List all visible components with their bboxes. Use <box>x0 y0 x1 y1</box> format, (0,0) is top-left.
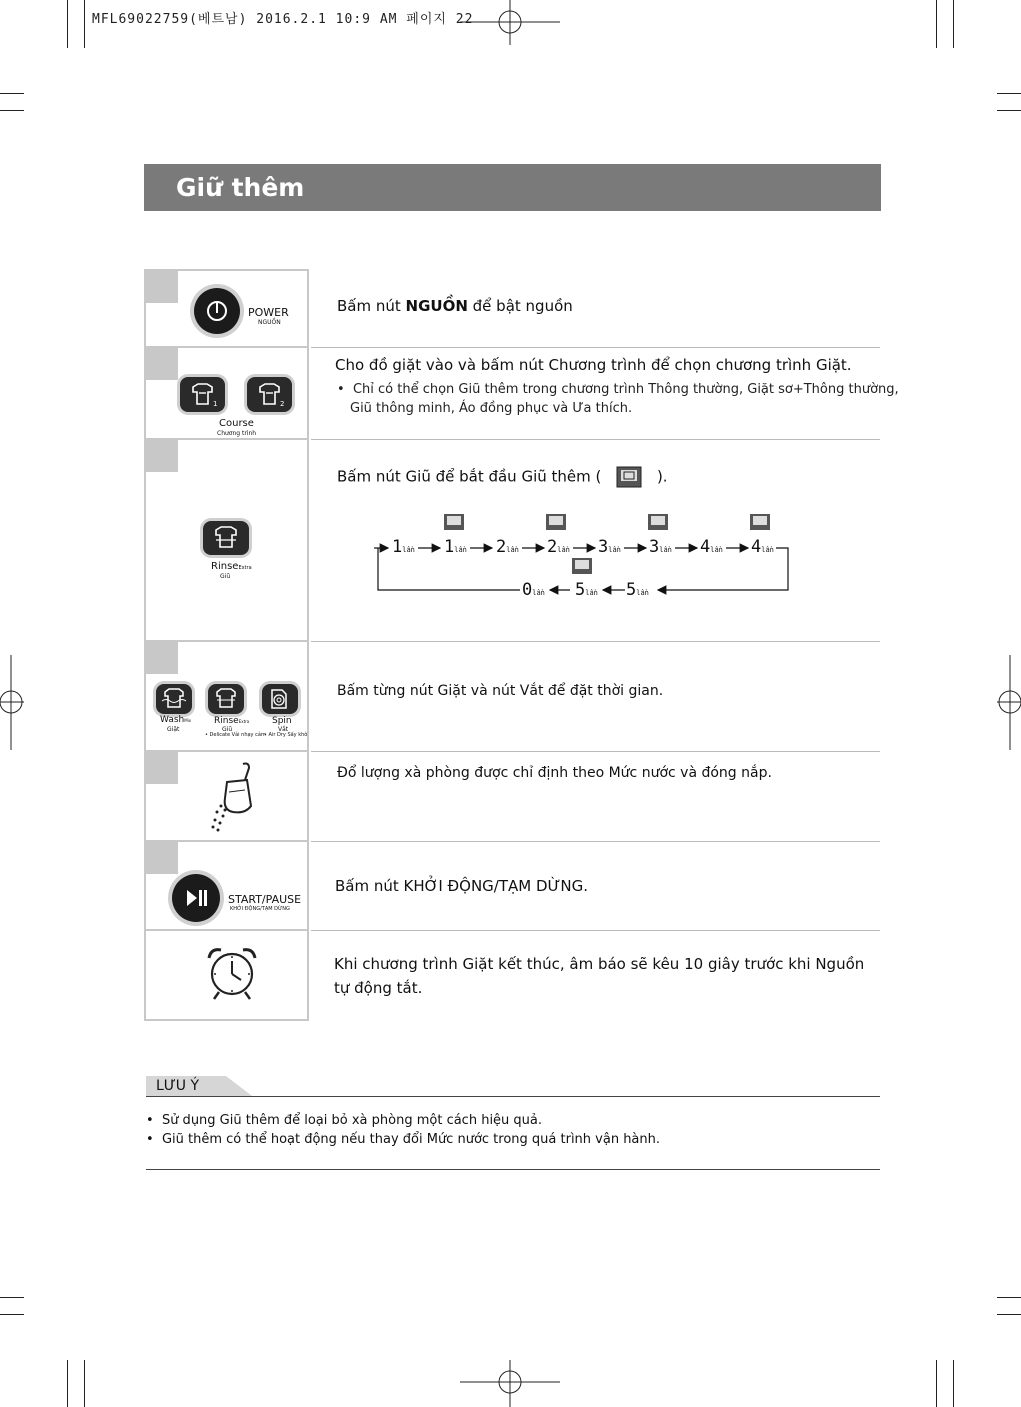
rinse-button-set <box>208 684 244 714</box>
shirt-icon <box>247 377 292 412</box>
step-tab <box>146 440 178 472</box>
crop-mark <box>0 93 24 94</box>
wash-shirt-icon <box>156 684 192 714</box>
rinse-set-sublabel: Giũ <box>222 726 233 733</box>
crop-mark <box>997 93 1021 94</box>
crop-mark <box>84 1360 85 1407</box>
row-divider <box>146 929 309 931</box>
spin-label: Spin <box>272 716 292 726</box>
sequence-value: 2lần <box>496 537 519 557</box>
registration-mark-right <box>997 655 1021 750</box>
alarm-clock-icon <box>203 942 261 1002</box>
power-sublabel: NGUỒN <box>258 319 281 326</box>
detergent-scoop-icon <box>205 760 260 835</box>
rinse-shirt-icon <box>203 521 249 555</box>
section-title-bar <box>144 164 881 211</box>
step-tab <box>146 642 178 674</box>
sequence-value: 5lần <box>626 580 649 600</box>
step-set-text: Bấm từng nút Giặt và nút Vắt để đặt thời gian. <box>337 683 664 699</box>
row-divider <box>146 640 309 642</box>
course-sublabel: Chương trình <box>217 430 257 437</box>
crop-mark <box>997 1297 1021 1298</box>
power-button <box>194 288 240 334</box>
note-top-rule <box>146 1096 880 1097</box>
power-label: POWER <box>248 306 289 319</box>
print-header: MFL69022759(베트남) 2016.2.1 10:9 AM 페이지 22 <box>92 12 474 27</box>
power-icon <box>194 288 240 334</box>
step-tab <box>146 271 178 303</box>
crop-mark <box>67 0 68 48</box>
note-title: LƯU Ý <box>156 1078 200 1094</box>
svg-text:1: 1 <box>213 400 218 408</box>
row-divider <box>311 641 880 642</box>
start-pause-button <box>172 874 220 922</box>
play-pause-icon <box>172 874 220 922</box>
crop-mark <box>0 1297 24 1298</box>
row-divider <box>146 840 309 842</box>
step-course-text: Cho đồ giặt vào và bấm nút Chương trình để chọn chương trình Giặt. <box>335 356 852 374</box>
row-divider <box>146 346 309 348</box>
crop-mark <box>0 1314 24 1315</box>
svg-text:2: 2 <box>280 400 285 408</box>
shirt-icon <box>180 377 225 412</box>
step-tab <box>146 752 178 784</box>
step-detergent-text: Đổ lượng xà phòng được chỉ định theo Mức nước và đóng nắp. <box>337 765 772 781</box>
sequence-value: 4lần <box>751 537 774 557</box>
rinse-sublabel: Giũ <box>220 573 231 580</box>
sequence-value: 0lần <box>522 580 545 600</box>
crop-mark <box>953 1360 954 1407</box>
step-course-bullet-2: Giũ thông minh, Áo đồng phục và Ưa thích. <box>350 401 633 416</box>
crop-mark <box>0 110 24 111</box>
crop-mark <box>936 1360 937 1407</box>
row-divider <box>311 841 880 842</box>
course-label: Course <box>219 418 254 429</box>
step-start-text: Bấm nút KHỞI ĐỘNG/TẠM DỪNG. <box>335 877 589 895</box>
sequence-value: 5lần <box>575 580 598 600</box>
spin-button <box>262 684 298 714</box>
rinse-indicator-icon <box>546 514 566 530</box>
crop-mark <box>953 0 954 48</box>
sequence-value: 4lần <box>700 537 723 557</box>
sequence-value: 3lần <box>598 537 621 557</box>
rinse-indicator-icon <box>750 514 770 530</box>
step-tab <box>146 842 178 874</box>
wash-label: WashMix <box>160 715 192 725</box>
section-title: Giữ thêm <box>176 173 305 202</box>
row-divider <box>311 347 880 348</box>
rinse-indicator-icon <box>444 514 464 530</box>
spin-icon <box>262 684 298 714</box>
step-rinse-text: Bấm nút Giũ để bắt đầu Giũ thêm ( ). <box>337 466 668 488</box>
row-divider <box>146 438 309 440</box>
sequence-value: 1lần <box>444 537 467 557</box>
rinse-label: RinseExtra <box>211 561 252 572</box>
course-button-1 <box>180 377 225 412</box>
row-divider <box>311 930 880 931</box>
rinse-display-icon <box>616 466 642 488</box>
crop-mark <box>936 0 937 48</box>
registration-mark-left <box>0 655 24 750</box>
sequence-value: 2lần <box>547 537 570 557</box>
step-tab <box>146 348 178 380</box>
step-alarm-text-2: tự động tắt. <box>334 979 423 997</box>
sequence-value: 1lần <box>392 537 415 557</box>
step-alarm-text-1: Khi chương trình Giặt kết thúc, âm báo sẽ kêu 10 giây trước khi Nguồn <box>334 955 865 973</box>
step-course-bullet-1: • Chỉ có thể chọn Giũ thêm trong chương trình Thông thường, Giặt sơ+Thông thường, <box>337 382 899 397</box>
rinse-indicator-icon <box>572 558 592 574</box>
rinse-shirt-icon <box>208 684 244 714</box>
note-bottom-rule <box>146 1169 880 1170</box>
rinse-set-label: RinseExtra <box>214 716 250 726</box>
start-pause-sublabel: KHỞI ĐỘNG/TẠM DỪNG <box>230 906 290 912</box>
crop-mark <box>997 1314 1021 1315</box>
note-tab-corner <box>226 1076 252 1096</box>
step-power-text: Bấm nút NGUỒN để bật nguồn <box>337 297 573 315</box>
rinse-indicator-icon <box>648 514 668 530</box>
delicate-note: • Delicate Vải nhạy cảm <box>205 732 266 738</box>
wash-button <box>156 684 192 714</box>
note-item: • Giũ thêm có thể hoạt động nếu thay đổi Mức nước trong quá trình vận hành. <box>146 1132 661 1147</box>
air-dry-note: • Air Dry Sấy khô <box>264 732 308 738</box>
row-divider <box>311 439 880 440</box>
registration-mark-top <box>460 0 560 45</box>
rinse-button <box>203 521 249 555</box>
row-divider <box>311 751 880 752</box>
registration-mark-bottom <box>460 1360 560 1407</box>
crop-mark <box>84 0 85 48</box>
row-divider <box>146 750 309 752</box>
start-pause-label: START/PAUSE <box>228 893 302 906</box>
crop-mark <box>67 1360 68 1407</box>
crop-mark <box>997 110 1021 111</box>
course-button-2 <box>247 377 292 412</box>
sequence-value: 3lần <box>649 537 672 557</box>
note-item: • Sử dụng Giũ thêm để loại bỏ xà phòng một cách hiệu quả. <box>146 1113 543 1128</box>
wash-sublabel: Giặt <box>167 726 180 733</box>
spin-sublabel: Vắt <box>278 726 289 733</box>
